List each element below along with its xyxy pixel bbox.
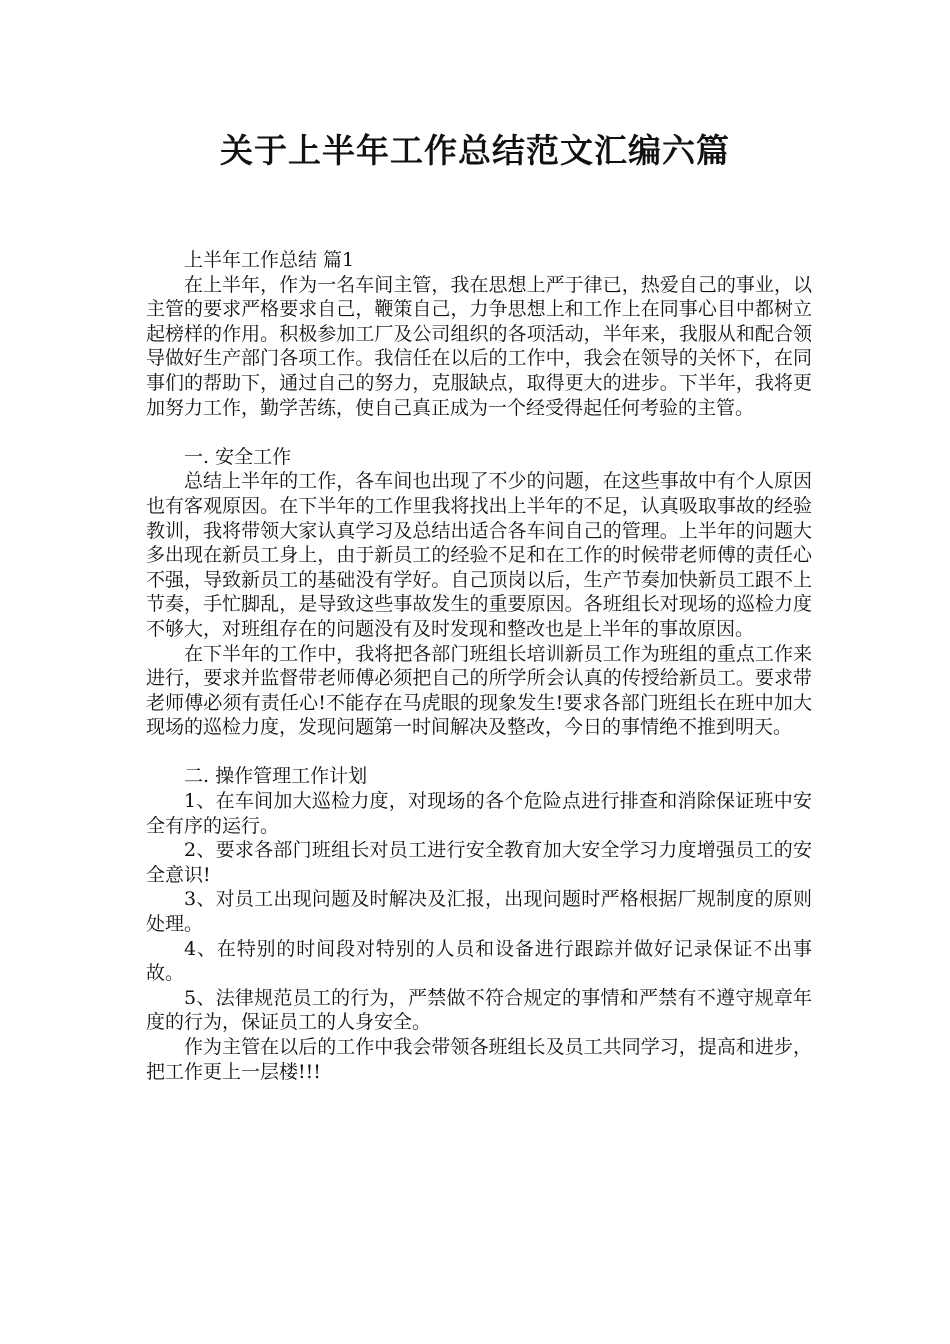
blank-line xyxy=(146,420,812,445)
paragraph: 总结上半年的工作，各车间也出现了不少的问题，在这些事故中有个人原因也有客观原因。在下半年的工作里我将找出上半年的不足，认真吸取事故的经验教训，我将带领大家认真学习及总结出适合各车间自己的管理。上半年的问题大多出现在新员工身上，由于新员工的经验不足和在工作的时候带老师傅的责任心不强，导致新员工的基础没有学好。自己顶岗以后，生产节奏加快新员工跟不上节奏，手忙脚乱，是导致这些事故发生的重要原因。各班组长对现场的巡检力度不够大，对班组存在的问题没有及时发现和整改也是上半年的事故原因。 xyxy=(146,470,812,640)
list-item: 3、对员工出现问题及时解决及汇报，出现问题时严格根据厂规制度的原则处理。 xyxy=(146,888,812,936)
document-body xyxy=(146,248,812,1084)
section-heading: 上半年工作总结 篇1 xyxy=(184,249,355,271)
paragraph: 在上半年，作为一名车间主管，我在思想上严于律已，热爱自己的事业，以主管的要求严格要求自己，鞭策自己，力争思想上和工作上在同事心目中都树立起榜样的作用。积极参加工厂及公司组织的各项活动，半年来，我服从和配合领导做好生产部门各项工作。我信任在以后的工作中，我会在领导的关怀下，在同事们的帮助下，通过自己的努力，克服缺点，取得更大的进步。下半年，我将更加努力工作，勤学苦练，使自己真正成为一个经受得起任何考验的主管。 xyxy=(146,273,812,419)
section-heading: 一. 安全工作 xyxy=(184,445,292,468)
blank-line xyxy=(146,740,812,765)
list-item: 4、在特别的时间段对特别的人员和设备进行跟踪并做好记录保证不出事故。 xyxy=(146,937,812,985)
list-item: 5、法律规范员工的行为，严禁做不符合规定的事情和严禁有不遵守规章年度的行为，保证员工的人身安全。 xyxy=(146,986,812,1034)
list-item: 1、在车间加大巡检力度，对现场的各个危险点进行排查和消除保证班中安全有序的运行。 xyxy=(146,790,812,837)
paragraph: 在下半年的工作中，我将把各部门班组长培训新员工作为班组的重点工作来进行，要求并监督带老师傅必须把自己的所学所会认真的传授给新员工。要求带老师傅必须有责任心!不能存在马虎眼的现象发生!要求各部门班组长在班中加大现场的巡检力度，发现问题第一时间解决及整改，今日的事情绝不推到明天。 xyxy=(146,642,812,739)
document-title: 关于上半年工作总结范文汇编六篇 xyxy=(220,131,730,170)
section-heading: 二. 操作管理工作计划 xyxy=(184,765,368,788)
list-item: 2、要求各部门班组长对员工进行安全教育加大安全学习力度增强员工的安全意识! xyxy=(146,839,812,886)
paragraph: 作为主管在以后的工作中我会带领各班组长及员工共同学习，提高和进步，把工作更上一层楼!!! xyxy=(146,1036,812,1083)
